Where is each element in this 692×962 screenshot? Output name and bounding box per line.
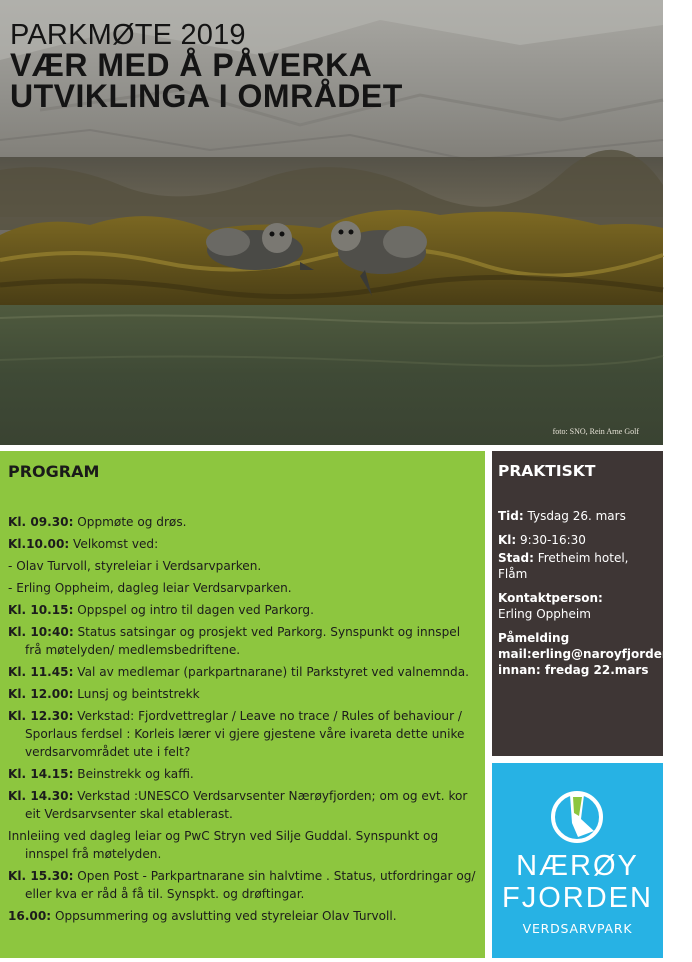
agenda-item: Kl. 14.30: Verkstad :UNESCO Verdsarvsenter Nærøyfjorden; om og evt. kor eit Verdsarvsenter skal etablerast. xyxy=(8,789,468,821)
fjord-logo-icon xyxy=(548,789,606,845)
agenda-item: Kl. 12.00: Lunsj og beintstrekk xyxy=(8,687,200,701)
practical-info-panel xyxy=(492,451,692,756)
agenda-list xyxy=(8,513,476,929)
practical-heading: PRAKTISKT xyxy=(498,462,596,480)
agenda-item: - Erling Oppheim, dagleg leiar Verdsarvparken. xyxy=(8,581,292,595)
photo-credit: foto: SNO, Rein Arne Golf xyxy=(552,427,639,436)
signup-email-link[interactable]: erling@naroyfjorden.no xyxy=(531,647,692,661)
logo-name-line-2: FJORDEN xyxy=(502,882,653,914)
date-row: Tid: Tysdag 26. mars xyxy=(498,509,626,523)
agenda-item: Kl. 10.15: Oppspel og intro til dagen ved Parkorg. xyxy=(8,603,314,617)
agenda-item: - Olav Turvoll, styreleiar i Verdsarvparken. xyxy=(8,559,262,573)
agenda-item: Kl. 09.30: Oppmøte og drøs. xyxy=(8,515,187,529)
agenda-item: Kl.10.00: Velkomst ved: xyxy=(8,537,159,551)
program-heading: PROGRAM xyxy=(8,462,100,481)
agenda-item: 16.00: Oppsummering og avslutting ved styreleiar Olav Turvoll. xyxy=(8,909,397,923)
agenda-item: Kl. 14.15: Beinstrekk og kaffi. xyxy=(8,767,194,781)
agenda-item: Innleiing ved dagleg leiar og PwC Stryn ved Silje Guddal. Synspunkt og innspel frå møtelyden. xyxy=(8,829,439,861)
agenda-item: Kl. 15.30: Open Post - Parkpartnarane sin halvtime . Status, utfordringar og/ eller kva er råd å få til. Synspkt. og drøftingar. xyxy=(8,869,476,901)
contact-row: Kontaktperson: Erling Oppheim xyxy=(498,591,603,621)
signup-row: Påmelding mail:erling@naroyfjorden.no innan: fredag 22.mars xyxy=(498,631,692,677)
title-line-slogan-1: VÆR MED Å PÅVERKA xyxy=(10,47,373,83)
hero-photo xyxy=(0,0,663,445)
park-logo xyxy=(492,763,663,958)
logo-subtitle: VERDSARVPARK xyxy=(522,921,633,936)
agenda-item: Kl. 11.45: Val av medlemar (parkpartnarane) til Parkstyret ved valnemnda. xyxy=(8,665,469,679)
title-line-slogan-2: UTVIKLINGA I OMRÅDET xyxy=(10,78,403,114)
agenda-item: Kl. 12.30: Verkstad: Fjordvettreglar / Leave no trace / Rules of behaviour / Sporlaus ferdsel : Korleis lærer vi gjere gjestene våre ivareta dette unike verdsarvområdet ute i felt? xyxy=(8,709,465,759)
agenda-item: Kl. 10:40: Status satsingar og prosjekt ved Parkorg. Synspunkt og innspel frå møtelyden/ medlemsbedriftene. xyxy=(8,625,461,657)
program-panel xyxy=(0,451,485,958)
page-title xyxy=(10,20,403,112)
title-line-event: PARKMØTE 2019 xyxy=(10,19,246,51)
logo-name-line-1: NÆRØY xyxy=(516,850,639,882)
time-row: Kl: 9:30-16:30 xyxy=(498,533,586,547)
venue-row: Stad: Fretheim hotel, Flåm xyxy=(498,551,629,581)
